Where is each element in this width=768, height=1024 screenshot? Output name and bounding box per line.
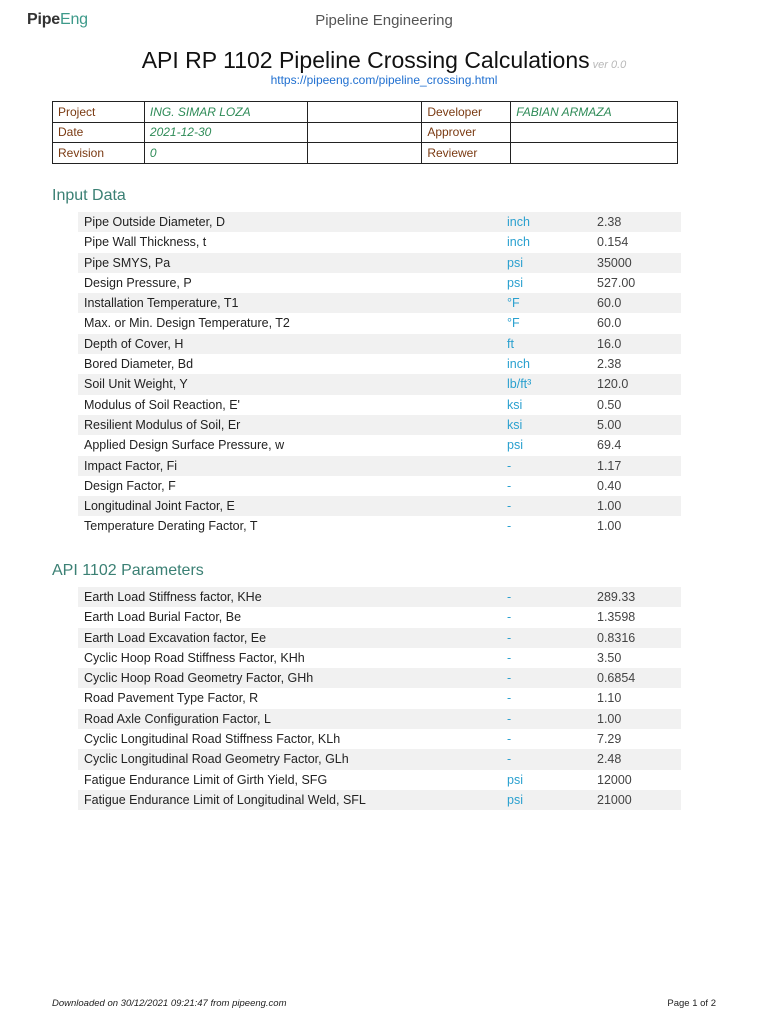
row-unit: ksi (507, 417, 523, 432)
row-value: 2.38 (597, 357, 622, 372)
date-value: 2021-12-30 (144, 122, 307, 143)
row-name: Pipe SMYS, Pa (84, 255, 171, 270)
row-value: 0.50 (597, 397, 622, 412)
table-row (53, 102, 678, 123)
row-value: 60.0 (597, 316, 622, 331)
list-item (78, 648, 681, 668)
row-name: Resilient Modulus of Soil, Er (84, 417, 241, 432)
row-unit: psi (507, 772, 523, 787)
row-name: Fatigue Endurance Limit of Longitudinal Weld, SFL (84, 792, 366, 807)
list-item (78, 476, 681, 496)
row-name: Depth of Cover, H (84, 336, 184, 351)
row-unit: ft (507, 336, 514, 351)
list-item (78, 790, 681, 810)
row-unit: inch (507, 235, 530, 250)
site-title: Pipeline Engineering (315, 12, 453, 29)
row-name: Pipe Outside Diameter, D (84, 215, 226, 229)
list-item (78, 709, 681, 729)
row-unit: - (507, 732, 512, 747)
row-name: Design Factor, F (84, 478, 176, 493)
row-value: 0.8316 (597, 630, 636, 645)
row-name: Cyclic Longitudinal Road Stiffness Factor, KLh (84, 732, 341, 747)
document-title (0, 47, 768, 74)
row-unit: - (507, 458, 512, 473)
list-item (78, 496, 681, 516)
row-value: 289.33 (597, 590, 636, 604)
row-name: Earth Load Burial Factor, Be (84, 610, 242, 625)
row-value: 5.00 (597, 417, 622, 432)
row-unit: lb/ft³ (507, 377, 532, 392)
row-name: Soil Unit Weight, Y (84, 377, 188, 392)
row-name: Impact Factor, Fi (84, 458, 178, 473)
row-unit: psi (507, 438, 523, 453)
row-name: Cyclic Hoop Road Stiffness Factor, KHh (84, 650, 305, 665)
row-value: 0.6854 (597, 671, 636, 686)
list-item (78, 293, 681, 313)
row-value: 69.4 (597, 438, 622, 453)
row-value: 0.40 (597, 478, 622, 493)
row-name: Pipe Wall Thickness, t (84, 235, 207, 250)
row-unit: inch (507, 357, 530, 372)
row-value: 3.50 (597, 650, 622, 665)
row-unit: psi (507, 275, 523, 290)
list-item (78, 253, 681, 273)
pipeeng-logo[interactable]: PipeEng (27, 11, 88, 28)
row-value: 16.0 (597, 336, 622, 351)
list-item (78, 456, 681, 476)
list-item (78, 273, 681, 293)
revision-value: 0 (144, 143, 307, 164)
row-value: 1.00 (597, 519, 622, 534)
row-name: Road Axle Configuration Factor, L (84, 711, 271, 726)
row-value: 0.154 (597, 235, 629, 250)
row-value: 1.10 (597, 691, 622, 706)
row-unit: - (507, 711, 512, 726)
row-name: Cyclic Longitudinal Road Geometry Factor, GLh (84, 752, 349, 767)
empty-cell (307, 102, 422, 123)
table-row (53, 122, 678, 143)
developer-value: FABIAN ARMAZA (511, 102, 678, 123)
row-name: Cyclic Hoop Road Geometry Factor, GHh (84, 671, 314, 686)
row-value: 35000 (597, 255, 632, 270)
list-item (78, 313, 681, 333)
approver-label: Approver (422, 122, 511, 143)
row-value: 1.00 (597, 499, 622, 514)
list-item (78, 334, 681, 354)
list-item (78, 232, 681, 252)
row-unit: - (507, 650, 512, 665)
table-row (53, 143, 678, 164)
page-number: Page 1 of 2 (667, 998, 716, 1009)
list-item (78, 374, 681, 394)
list-item (78, 435, 681, 455)
title-text: API RP 1102 Pipeline Crossing Calculations (141, 47, 590, 73)
list-item (78, 749, 681, 769)
version-label: ver 0.0 (592, 59, 627, 71)
top-bar (0, 0, 768, 40)
input-data-list (78, 212, 681, 537)
list-item (78, 729, 681, 749)
row-name: Design Pressure, P (84, 275, 192, 290)
row-name: Longitudinal Joint Factor, E (84, 499, 235, 514)
row-unit: - (507, 691, 512, 706)
row-name: Temperature Derating Factor, T (84, 519, 258, 534)
row-name: Bored Diameter, Bd (84, 357, 194, 372)
row-name: Modulus of Soil Reaction, E' (84, 397, 240, 412)
list-item (78, 688, 681, 708)
empty-cell (307, 143, 422, 164)
list-item (78, 770, 681, 790)
row-unit: psi (507, 792, 523, 807)
row-value: 1.00 (597, 711, 622, 726)
row-name: Installation Temperature, T1 (84, 296, 239, 311)
row-unit: - (507, 499, 512, 514)
row-unit: ksi (507, 397, 523, 412)
row-value: 7.29 (597, 732, 622, 747)
list-item (78, 607, 681, 627)
reviewer-label: Reviewer (422, 143, 511, 164)
list-item (78, 587, 681, 607)
row-value: 60.0 (597, 296, 622, 311)
row-name: Earth Load Stiffness factor, KHe (84, 590, 262, 604)
row-unit: - (507, 478, 512, 493)
project-info-table (52, 101, 678, 164)
row-unit: psi (507, 255, 523, 270)
row-unit: - (507, 590, 512, 604)
row-unit: - (507, 671, 512, 686)
row-unit: °F (507, 316, 520, 331)
row-value: 2.48 (597, 752, 622, 767)
list-item (78, 354, 681, 374)
list-item (78, 668, 681, 688)
row-value: 1.17 (597, 458, 622, 473)
row-name: Road Pavement Type Factor, R (84, 691, 259, 706)
list-item (78, 212, 681, 232)
revision-label: Revision (53, 143, 145, 164)
row-value: 21000 (597, 792, 632, 807)
project-label: Project (53, 102, 145, 123)
row-value: 120.0 (597, 377, 629, 392)
list-item (78, 395, 681, 415)
row-value: 12000 (597, 772, 632, 787)
parameters-list (78, 587, 681, 810)
list-item (78, 628, 681, 648)
approver-value (511, 122, 678, 143)
reviewer-value (511, 143, 678, 164)
empty-cell (307, 122, 422, 143)
row-unit: °F (507, 296, 520, 311)
row-name: Earth Load Excavation factor, Ee (84, 630, 267, 645)
row-value: 1.3598 (597, 610, 636, 625)
download-info: Downloaded on 30/12/2021 09:21:47 from pipeeng.com (52, 998, 287, 1009)
input-data-heading: Input Data (52, 187, 126, 204)
row-unit: - (507, 752, 512, 767)
date-label: Date (53, 122, 145, 143)
list-item (78, 415, 681, 435)
row-name: Max. or Min. Design Temperature, T2 (84, 316, 290, 331)
row-value: 527.00 (597, 275, 636, 290)
project-value: ING. SIMAR LOZA (144, 102, 307, 123)
row-unit: - (507, 519, 512, 534)
row-unit: - (507, 630, 512, 645)
row-name: Applied Design Surface Pressure, w (84, 438, 285, 453)
row-name: Fatigue Endurance Limit of Girth Yield, SFG (84, 772, 328, 787)
row-value: 2.38 (597, 215, 622, 229)
row-unit: inch (507, 215, 530, 229)
row-unit: - (507, 610, 512, 625)
developer-label: Developer (422, 102, 511, 123)
list-item (78, 516, 681, 536)
parameters-heading: API 1102 Parameters (52, 562, 204, 579)
document-url-link[interactable]: https://pipeeng.com/pipeline_crossing.html (270, 73, 498, 87)
